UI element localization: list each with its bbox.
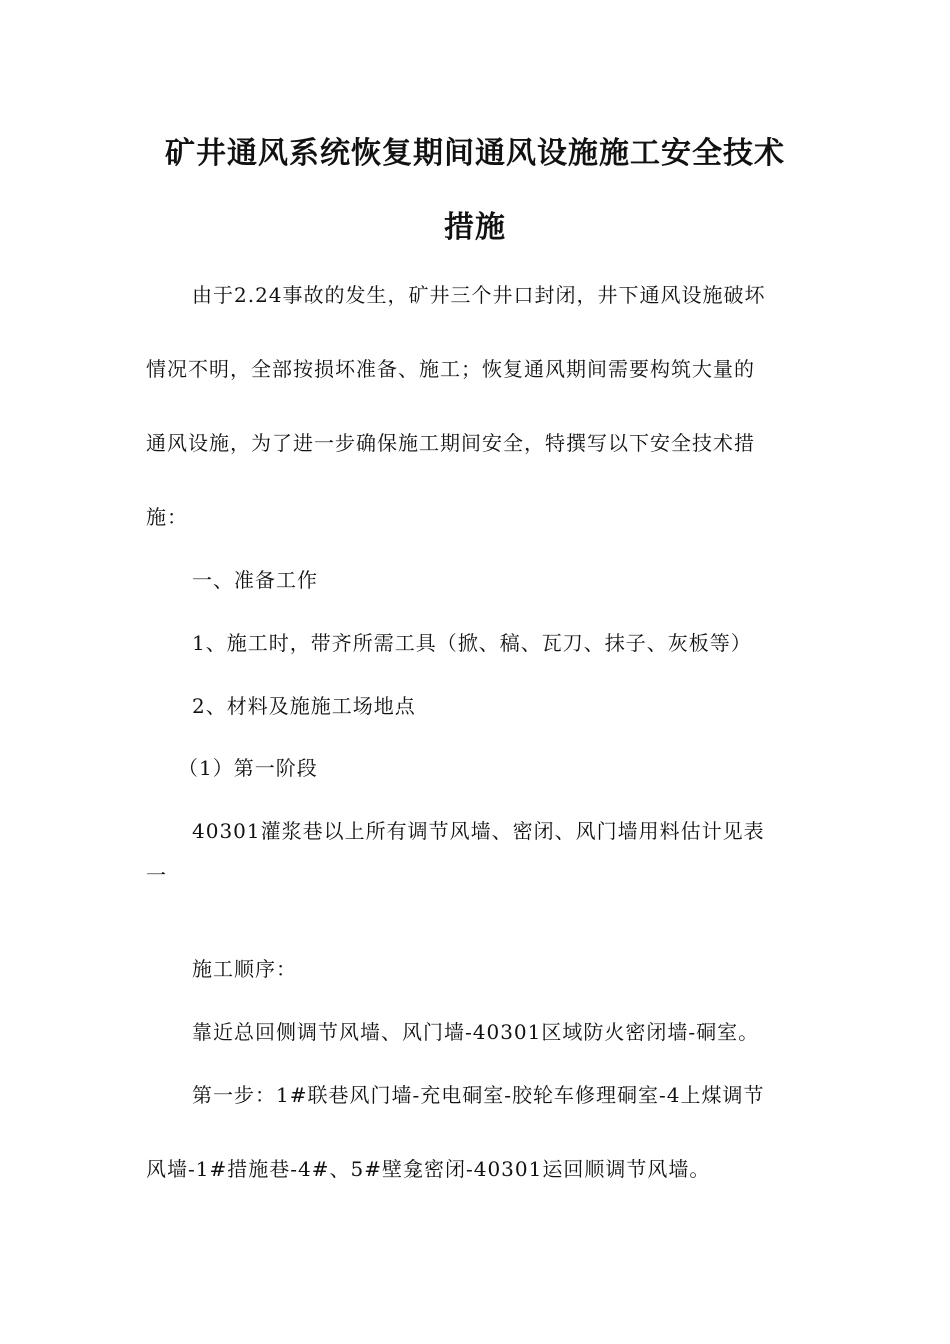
step-one-line-2: 风墙-1#措施巷-4#、5#壁龛密闭-40301运回顺调节风墙。 xyxy=(146,1157,711,1181)
list-item-tools: 1、施工时，带齐所需工具（掀、稿、瓦刀、抹子、灰板等） xyxy=(192,631,752,655)
step-one-line-1: 第一步：1#联巷风门墙-充电硐室-胶轮车修理硐室-4上煤调节 xyxy=(192,1083,765,1107)
section-heading-preparation: 一、准备工作 xyxy=(192,568,318,592)
construction-order-label: 施工顺序： xyxy=(192,957,297,981)
subsection-stage-one: （1）第一阶段 xyxy=(178,756,318,780)
paragraph-intro-line-4: 施： xyxy=(146,505,188,529)
document-title-line-1: 矿井通风系统恢复期间通风设施施工安全技术 xyxy=(165,136,785,171)
paragraph-intro-line-2: 情况不明，全部按损坏准备、施工；恢复通风期间需要构筑大量的 xyxy=(146,357,755,381)
paragraph-materials-line-1: 40301灌浆巷以上所有调节风墙、密闭、风门墙用料估计见表 xyxy=(192,819,765,843)
paragraph-intro-line-1: 由于2.24事故的发生，矿井三个井口封闭，井下通风设施破坏 xyxy=(192,283,766,307)
paragraph-intro-line-3: 通风设施，为了进一步确保施工期间安全，特撰写以下安全技术措 xyxy=(146,431,755,455)
document-title-line-2: 措施 xyxy=(444,210,506,245)
list-item-materials: 2、材料及施施工场地点 xyxy=(192,694,416,718)
paragraph-materials-line-2: 一 xyxy=(146,863,167,887)
construction-order-text: 靠近总回侧调节风墙、风门墙-40301区域防火密闭墙-硐室。 xyxy=(192,1020,760,1044)
